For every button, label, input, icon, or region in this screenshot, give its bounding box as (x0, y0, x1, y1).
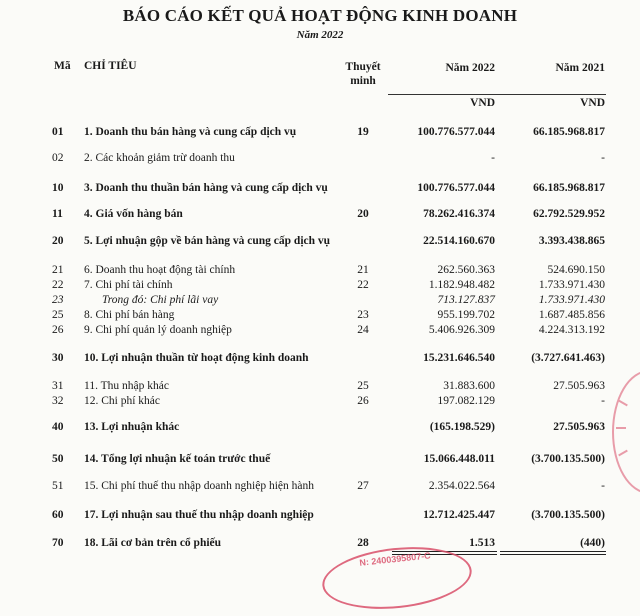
table-row (0, 277, 640, 293)
row-note: 21 (357, 264, 369, 276)
row-note: 19 (357, 126, 369, 138)
table-row (0, 393, 640, 409)
row-note: 26 (357, 395, 369, 407)
row-label: 8. Chi phí bán hàng (84, 309, 175, 321)
row-label: 9. Chi phí quản lý doanh nghiệp (84, 324, 232, 336)
row-label: 15. Chi phí thuế thu nhập doanh nghiệp hiện hành (84, 480, 314, 492)
row-code: 40 (52, 421, 64, 433)
row-value-2021: 27.505.963 (553, 421, 605, 433)
row-label: 10. Lợi nhuận thuần từ hoạt động kinh doanh (84, 352, 309, 364)
row-value-2021: - (601, 395, 605, 407)
row-code: 11 (52, 208, 63, 220)
header-code: Mã (54, 60, 71, 72)
row-value-2021: 62.792.529.952 (533, 208, 605, 220)
table-row (0, 507, 640, 523)
row-note: 23 (357, 309, 369, 321)
row-note: 28 (357, 537, 369, 549)
row-value-2021: 1.733.971.430 (538, 294, 605, 306)
row-code: 20 (52, 235, 64, 247)
header-note (338, 60, 388, 88)
row-code: 26 (52, 324, 64, 336)
row-note: 22 (357, 279, 369, 291)
table-row (0, 451, 640, 467)
row-value-2022: 955.199.702 (437, 309, 495, 321)
header-note-line1: Thuyết (345, 61, 381, 73)
row-value-2021: 1.687.485.856 (538, 309, 605, 321)
stamp-text: N: 2400395807-C (358, 550, 432, 568)
row-value-2021: (3.727.641.463) (531, 352, 605, 364)
row-value-2021: - (601, 152, 605, 164)
row-code: 32 (52, 395, 64, 407)
table-row (0, 478, 640, 494)
row-value-2021: 524.690.150 (547, 264, 605, 276)
row-code: 60 (52, 509, 64, 521)
row-value-2022: 1.182.948.482 (428, 279, 495, 291)
row-code: 70 (52, 537, 64, 549)
row-value-2022: 15.231.646.540 (423, 352, 495, 364)
row-note: 24 (357, 324, 369, 336)
row-value-2021: 27.505.963 (553, 380, 605, 392)
table-row (0, 292, 640, 308)
row-value-2022: 100.776.577.044 (417, 182, 495, 194)
row-label: 5. Lợi nhuận gộp về bán hàng và cung cấp dịch vụ (84, 235, 331, 247)
row-value-2022: 1.513 (469, 537, 495, 549)
table-row (0, 150, 640, 166)
row-label: 1. Doanh thu bán hàng và cung cấp dịch vụ (84, 126, 297, 138)
row-value-2021: - (601, 480, 605, 492)
company-stamp (319, 540, 474, 615)
table-row (0, 180, 640, 196)
row-code: 21 (52, 264, 64, 276)
row-value-2022: 78.262.416.374 (423, 208, 495, 220)
row-code: 25 (52, 309, 64, 321)
unit-2021: VND (580, 97, 605, 109)
row-label: 13. Lợi nhuận khác (84, 421, 180, 433)
row-label: 6. Doanh thu hoạt động tài chính (84, 264, 236, 276)
row-value-2022: 100.776.577.044 (417, 126, 495, 138)
row-label: Trong đó: Chi phí lãi vay (102, 294, 219, 306)
row-code: 31 (52, 380, 64, 392)
table-row (0, 262, 640, 278)
table-row (0, 535, 640, 551)
header-item: CHỈ TIÊU (84, 60, 137, 72)
row-label: 4. Giá vốn hàng bán (84, 208, 183, 220)
row-value-2021: 3.393.438.865 (538, 235, 605, 247)
row-value-2022: 713.127.837 (437, 294, 495, 306)
row-code: 02 (52, 152, 64, 164)
row-value-2022: 31.883.600 (443, 380, 495, 392)
row-code: 51 (52, 480, 64, 492)
row-label: 14. Tổng lợi nhuận kế toán trước thuế (84, 453, 271, 465)
header-note-line2: minh (350, 75, 376, 87)
row-label: 18. Lãi cơ bản trên cổ phiếu (84, 537, 222, 549)
row-value-2022: - (491, 152, 495, 164)
row-label: 11. Thu nhập khác (84, 380, 169, 392)
table-row (0, 206, 640, 222)
row-value-2022: 5.406.926.309 (428, 324, 495, 336)
row-label: 3. Doanh thu thuần bán hàng và cung cấp dịch vụ (84, 182, 328, 194)
row-value-2022: 15.066.448.011 (423, 453, 495, 465)
table-row (0, 419, 640, 435)
header-year-2021: Năm 2021 (555, 62, 605, 74)
row-code: 01 (52, 126, 64, 138)
report-year: Năm 2022 (296, 29, 344, 41)
row-code: 30 (52, 352, 64, 364)
row-note: 25 (357, 380, 369, 392)
total-underline-2021 (500, 551, 606, 555)
table-row (0, 307, 640, 323)
row-label: 2. Các khoản giảm trừ doanh thu (84, 152, 235, 164)
row-value-2021: 66.185.968.817 (533, 126, 605, 138)
table-row (0, 378, 640, 394)
unit-2022: VND (470, 97, 495, 109)
report-title: BÁO CÁO KẾT QUẢ HOẠT ĐỘNG KINH DOANH (122, 6, 518, 25)
row-value-2021: 66.185.968.817 (533, 182, 605, 194)
row-value-2022: 22.514.160.670 (423, 235, 495, 247)
table-row (0, 350, 640, 366)
row-label: 17. Lợi nhuận sau thuế thu nhập doanh nghiệp (84, 509, 314, 521)
row-value-2021: (3.700.135.500) (531, 453, 605, 465)
row-value-2022: 197.082.129 (437, 395, 495, 407)
row-code: 23 (52, 294, 64, 306)
row-value-2021: 1.733.971.430 (538, 279, 605, 291)
row-label: 12. Chi phí khác (84, 395, 161, 407)
row-code: 22 (52, 279, 64, 291)
row-value-2022: 12.712.425.447 (423, 509, 495, 521)
row-value-2021: (440) (580, 537, 605, 549)
header-underline (388, 94, 606, 95)
row-value-2021: (3.700.135.500) (531, 509, 605, 521)
row-label: 7. Chi phí tài chính (84, 279, 173, 291)
row-code: 10 (52, 182, 64, 194)
table-row (0, 322, 640, 338)
row-note: 27 (357, 480, 369, 492)
row-value-2022: 2.354.022.564 (428, 480, 495, 492)
table-row (0, 233, 640, 249)
header-year-2022: Năm 2022 (445, 62, 495, 74)
row-value-2022: (165.198.529) (429, 421, 495, 433)
row-value-2021: 4.224.313.192 (538, 324, 605, 336)
row-note: 20 (357, 208, 369, 220)
row-code: 50 (52, 453, 64, 465)
table-row (0, 124, 640, 140)
row-value-2022: 262.560.363 (437, 264, 495, 276)
